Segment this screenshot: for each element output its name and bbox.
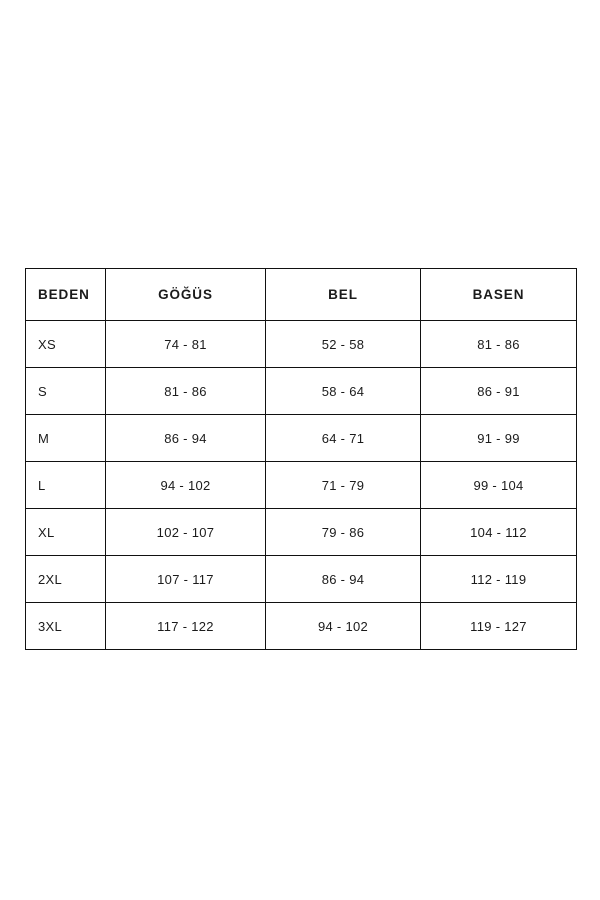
cell-hip: 81 - 86: [421, 321, 577, 368]
cell-chest: 117 - 122: [106, 603, 266, 650]
cell-waist: 86 - 94: [266, 556, 421, 603]
cell-size: XS: [26, 321, 106, 368]
cell-waist: 94 - 102: [266, 603, 421, 650]
cell-chest: 74 - 81: [106, 321, 266, 368]
cell-hip: 91 - 99: [421, 415, 577, 462]
cell-waist: 79 - 86: [266, 509, 421, 556]
cell-hip: 112 - 119: [421, 556, 577, 603]
cell-size: 2XL: [26, 556, 106, 603]
table-row: [26, 556, 577, 603]
column-header-size: BEDEN: [26, 269, 106, 321]
cell-waist: 64 - 71: [266, 415, 421, 462]
column-header-chest: GÖĞÜS: [106, 269, 266, 321]
cell-chest: 107 - 117: [106, 556, 266, 603]
table-row: [26, 509, 577, 556]
table-body: [26, 321, 577, 650]
cell-chest: 94 - 102: [106, 462, 266, 509]
size-chart-table-container: [25, 268, 576, 650]
cell-waist: 52 - 58: [266, 321, 421, 368]
cell-waist: 71 - 79: [266, 462, 421, 509]
table-row: [26, 603, 577, 650]
size-chart-table: [25, 268, 577, 650]
cell-size: L: [26, 462, 106, 509]
table-row: [26, 321, 577, 368]
table-header: [26, 269, 577, 321]
cell-size: S: [26, 368, 106, 415]
cell-hip: 119 - 127: [421, 603, 577, 650]
cell-chest: 102 - 107: [106, 509, 266, 556]
cell-size: M: [26, 415, 106, 462]
cell-hip: 99 - 104: [421, 462, 577, 509]
table-row: [26, 462, 577, 509]
cell-waist: 58 - 64: [266, 368, 421, 415]
cell-hip: 104 - 112: [421, 509, 577, 556]
table-row: [26, 415, 577, 462]
table-header-row: [26, 269, 577, 321]
cell-size: 3XL: [26, 603, 106, 650]
cell-chest: 81 - 86: [106, 368, 266, 415]
cell-hip: 86 - 91: [421, 368, 577, 415]
column-header-hip: BASEN: [421, 269, 577, 321]
cell-chest: 86 - 94: [106, 415, 266, 462]
table-row: [26, 368, 577, 415]
cell-size: XL: [26, 509, 106, 556]
column-header-waist: BEL: [266, 269, 421, 321]
